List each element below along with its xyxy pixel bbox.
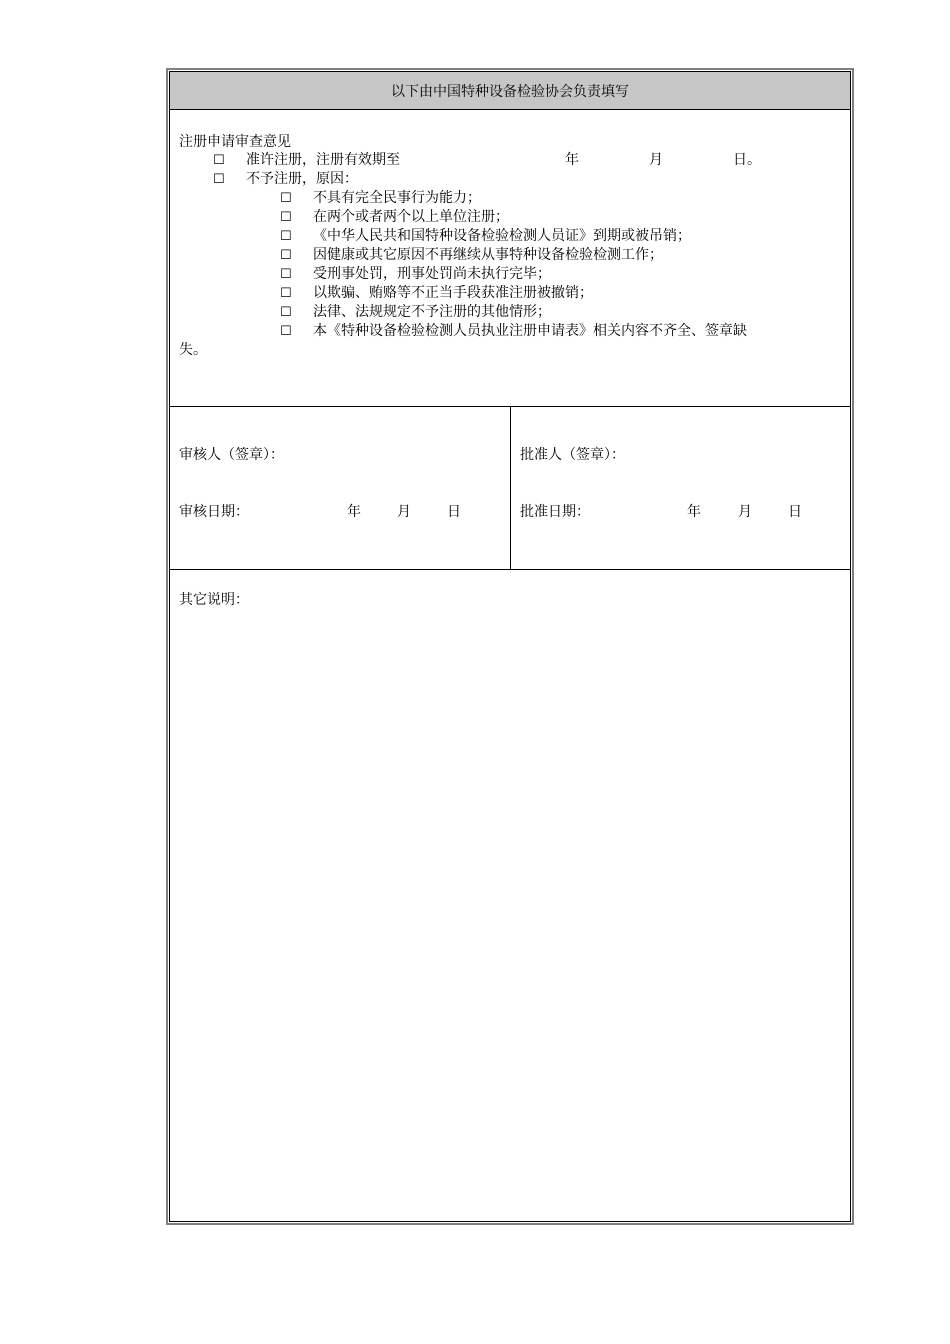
approve-day-label: 日。 (733, 152, 761, 168)
review-year-label: 年 (347, 504, 361, 520)
reason-item: 不具有完全民事行为能力； (313, 190, 481, 206)
approve-date-year-label: 年 (687, 504, 701, 520)
reason-item: 《中华人民共和国特种设备检验检测人员证》到期或被吊销； (313, 228, 691, 244)
review-day-label: 日 (447, 504, 461, 520)
reject-checkbox[interactable]: ☐ (213, 172, 225, 187)
reason-checkbox[interactable]: ☐ (280, 324, 292, 339)
notes-section (170, 570, 850, 1221)
approve-year-label: 年 (565, 152, 579, 168)
reason-item: 本《特种设备检验检测人员执业注册申请表》相关内容不齐全、签章缺 (313, 323, 747, 339)
reason-checkbox[interactable]: ☐ (280, 286, 292, 301)
reason-item: 在两个或者两个以上单位注册； (313, 209, 509, 225)
approve-checkbox[interactable]: ☐ (213, 153, 225, 168)
approve-date-label: 批准日期： (520, 504, 590, 520)
reason-checkbox[interactable]: ☐ (280, 191, 292, 206)
approver-label: 批准人（签章）： (520, 447, 625, 463)
header-title: 以下由中国特种设备检验协会负责填写 (391, 83, 629, 100)
approve-date-month-label: 月 (738, 504, 752, 520)
reason-item: 受刑事处罚，刑事处罚尚未执行完毕； (313, 266, 551, 282)
reason-checkbox[interactable]: ☐ (280, 267, 292, 282)
registration-review-form (166, 68, 854, 1225)
reviewer-label: 审核人（签章）： (179, 447, 284, 463)
review-opinion-title: 注册申请审查意见 (179, 134, 291, 150)
reason-checkbox[interactable]: ☐ (280, 305, 292, 320)
signature-divider (510, 407, 511, 569)
review-date-label: 审核日期： (179, 504, 249, 520)
reason-checkbox[interactable]: ☐ (280, 210, 292, 225)
review-opinion-section (170, 109, 850, 407)
reason-item-continuation: 失。 (179, 342, 207, 358)
signature-section (170, 407, 850, 570)
reject-label: 不予注册，原因： (246, 171, 358, 187)
approve-month-label: 月 (649, 152, 663, 168)
reason-item: 法律、法规规定不予注册的其他情形； (313, 304, 551, 320)
review-month-label: 月 (397, 504, 411, 520)
notes-label: 其它说明： (179, 592, 249, 608)
approve-label: 准许注册，注册有效期至 (246, 152, 400, 168)
reason-checkbox[interactable]: ☐ (280, 248, 292, 263)
reason-checkbox[interactable]: ☐ (280, 229, 292, 244)
form-table (169, 71, 851, 1222)
reason-item: 以欺骗、贿赂等不正当手段获准注册被撤销； (313, 285, 593, 301)
approve-date-day-label: 日 (788, 504, 802, 520)
reason-item: 因健康或其它原因不再继续从事特种设备检验检测工作； (313, 247, 663, 263)
form-header (170, 72, 850, 110)
